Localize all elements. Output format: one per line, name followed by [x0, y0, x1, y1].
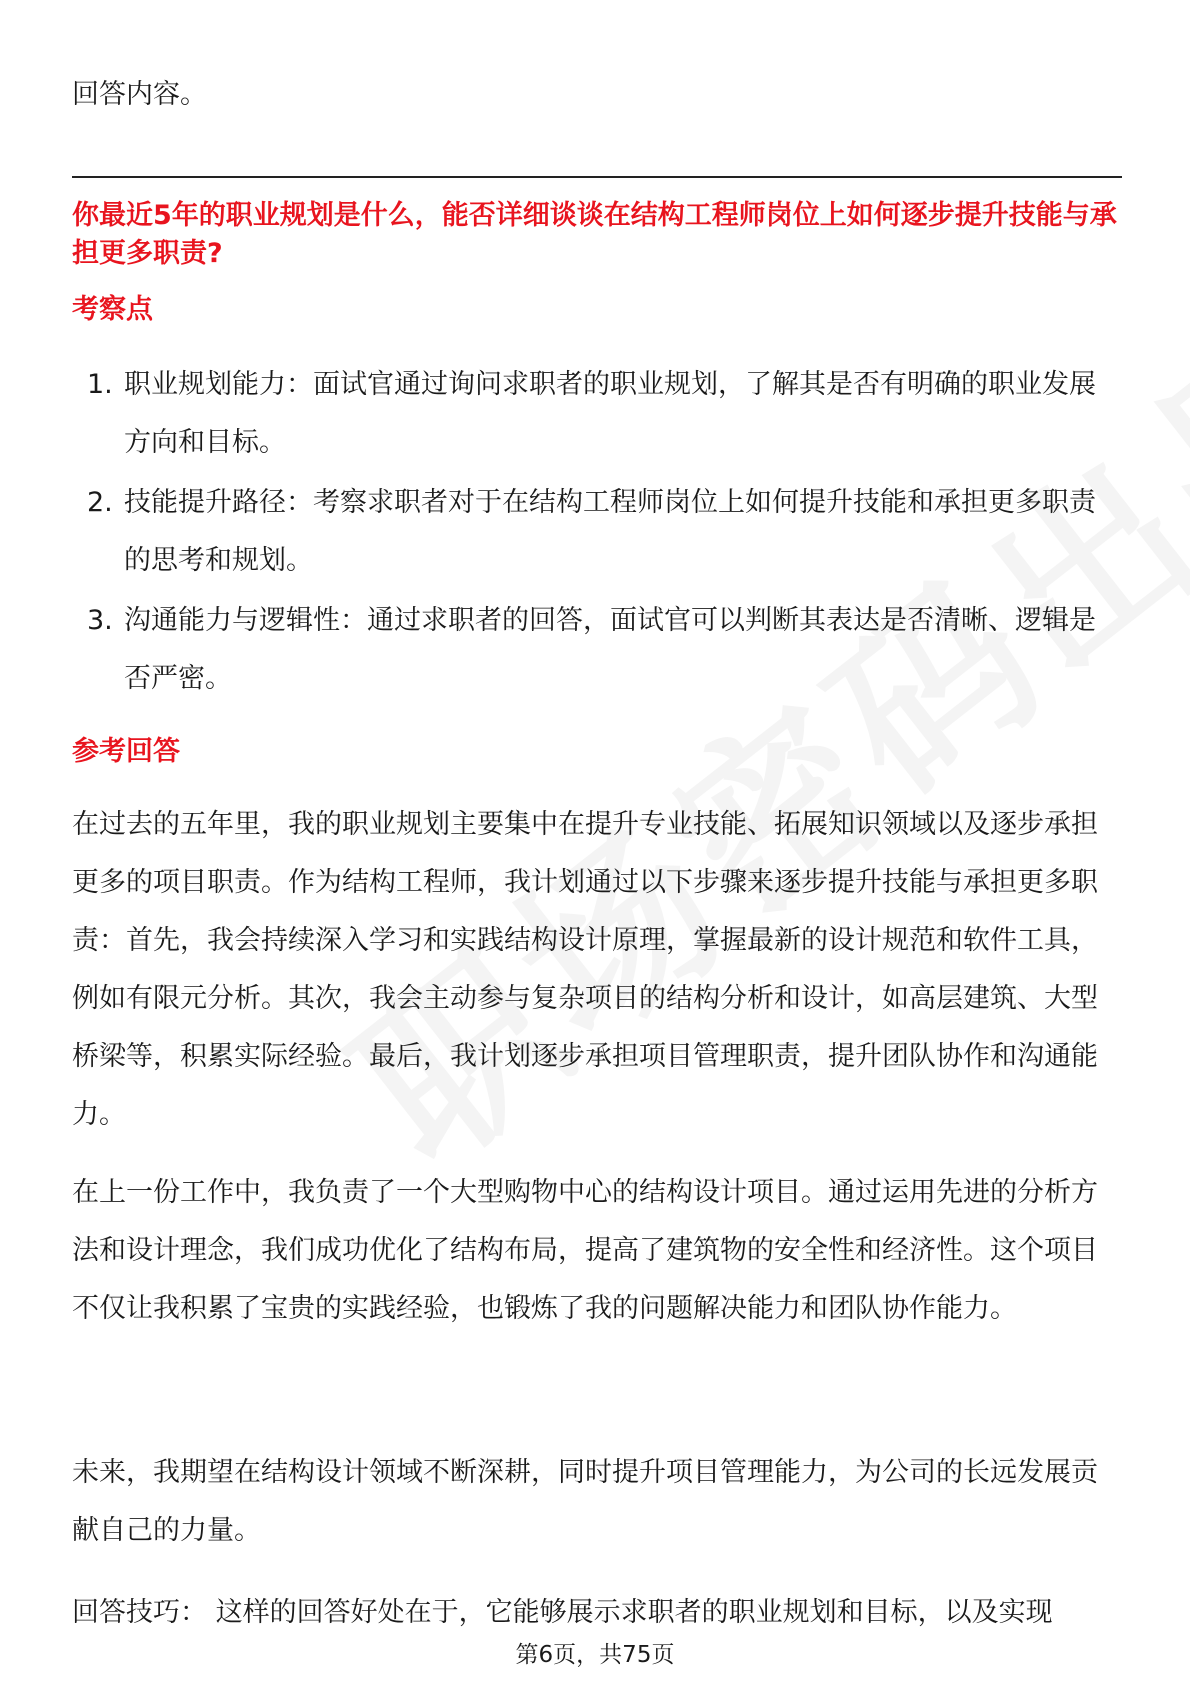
list-item: [72, 474, 1122, 590]
intro-text: 回答内容。: [72, 79, 207, 110]
list-item-number: 1.: [87, 369, 113, 400]
answer-paragraph: 在上一份工作中，我负责了一个大型购物中心的结构设计项目。通过运用先进的分析方法和设计理念，我们成功优化了结构布局，提高了建筑物的安全性和经济性。这个项目不仅让我积累了宝贵的实践经验，也锻炼了我的问题解决能力和团队协作能力。: [72, 1177, 1098, 1324]
section-label-kaocha: 考察点: [72, 294, 153, 325]
list-item: [72, 592, 1122, 708]
list-item-text: 职业规划能力：面试官通过询问求职者的职业规划，了解其是否有明确的职业发展方向和目标。: [124, 369, 1096, 458]
section-label-cankao: 参考回答: [72, 736, 180, 767]
page-number-footer: 第6页，共75页: [515, 1642, 675, 1668]
section-divider: [72, 176, 1122, 178]
list-item-number: 2.: [87, 487, 113, 518]
answer-tips-paragraph: 回答技巧： 这样的回答好处在于，它能够展示求职者的职业规划和目标，以及实现: [72, 1597, 1053, 1628]
list-item-text: 技能提升路径：考察求职者对于在结构工程师岗位上如何提升技能和承担更多职责的思考和规划。: [124, 487, 1096, 576]
list-item-number: 3.: [87, 605, 113, 636]
answer-paragraph: 在过去的五年里，我的职业规划主要集中在提升专业技能、拓展知识领域以及逐步承担更多的项目职责。作为结构工程师，我计划通过以下步骤来逐步提升技能与承担更多职责：首先，我会持续深入学习和实践结构设计原理，掌握最新的设计规范和软件工具，例如有限元分析。其次，我会主动参与复杂项目的结构分析和设计，如高层建筑、大型桥梁等，积累实际经验。最后，我计划逐步承担项目管理职责，提升团队协作和沟通能力。: [72, 809, 1098, 1130]
assessment-points-list: [72, 356, 1122, 710]
answer-paragraph: 未来，我期望在结构设计领域不断深耕，同时提升项目管理能力，为公司的长远发展贡献自己的力量。: [72, 1457, 1098, 1546]
list-item: [72, 356, 1122, 472]
question-heading: 你最近5年的职业规划是什么，能否详细谈谈在结构工程师岗位上如何逐步提升技能与承担更多职责?: [72, 200, 1117, 269]
list-item-text: 沟通能力与逻辑性：通过求职者的回答，面试官可以判断其表达是否清晰、逻辑是否严密。: [124, 605, 1096, 694]
